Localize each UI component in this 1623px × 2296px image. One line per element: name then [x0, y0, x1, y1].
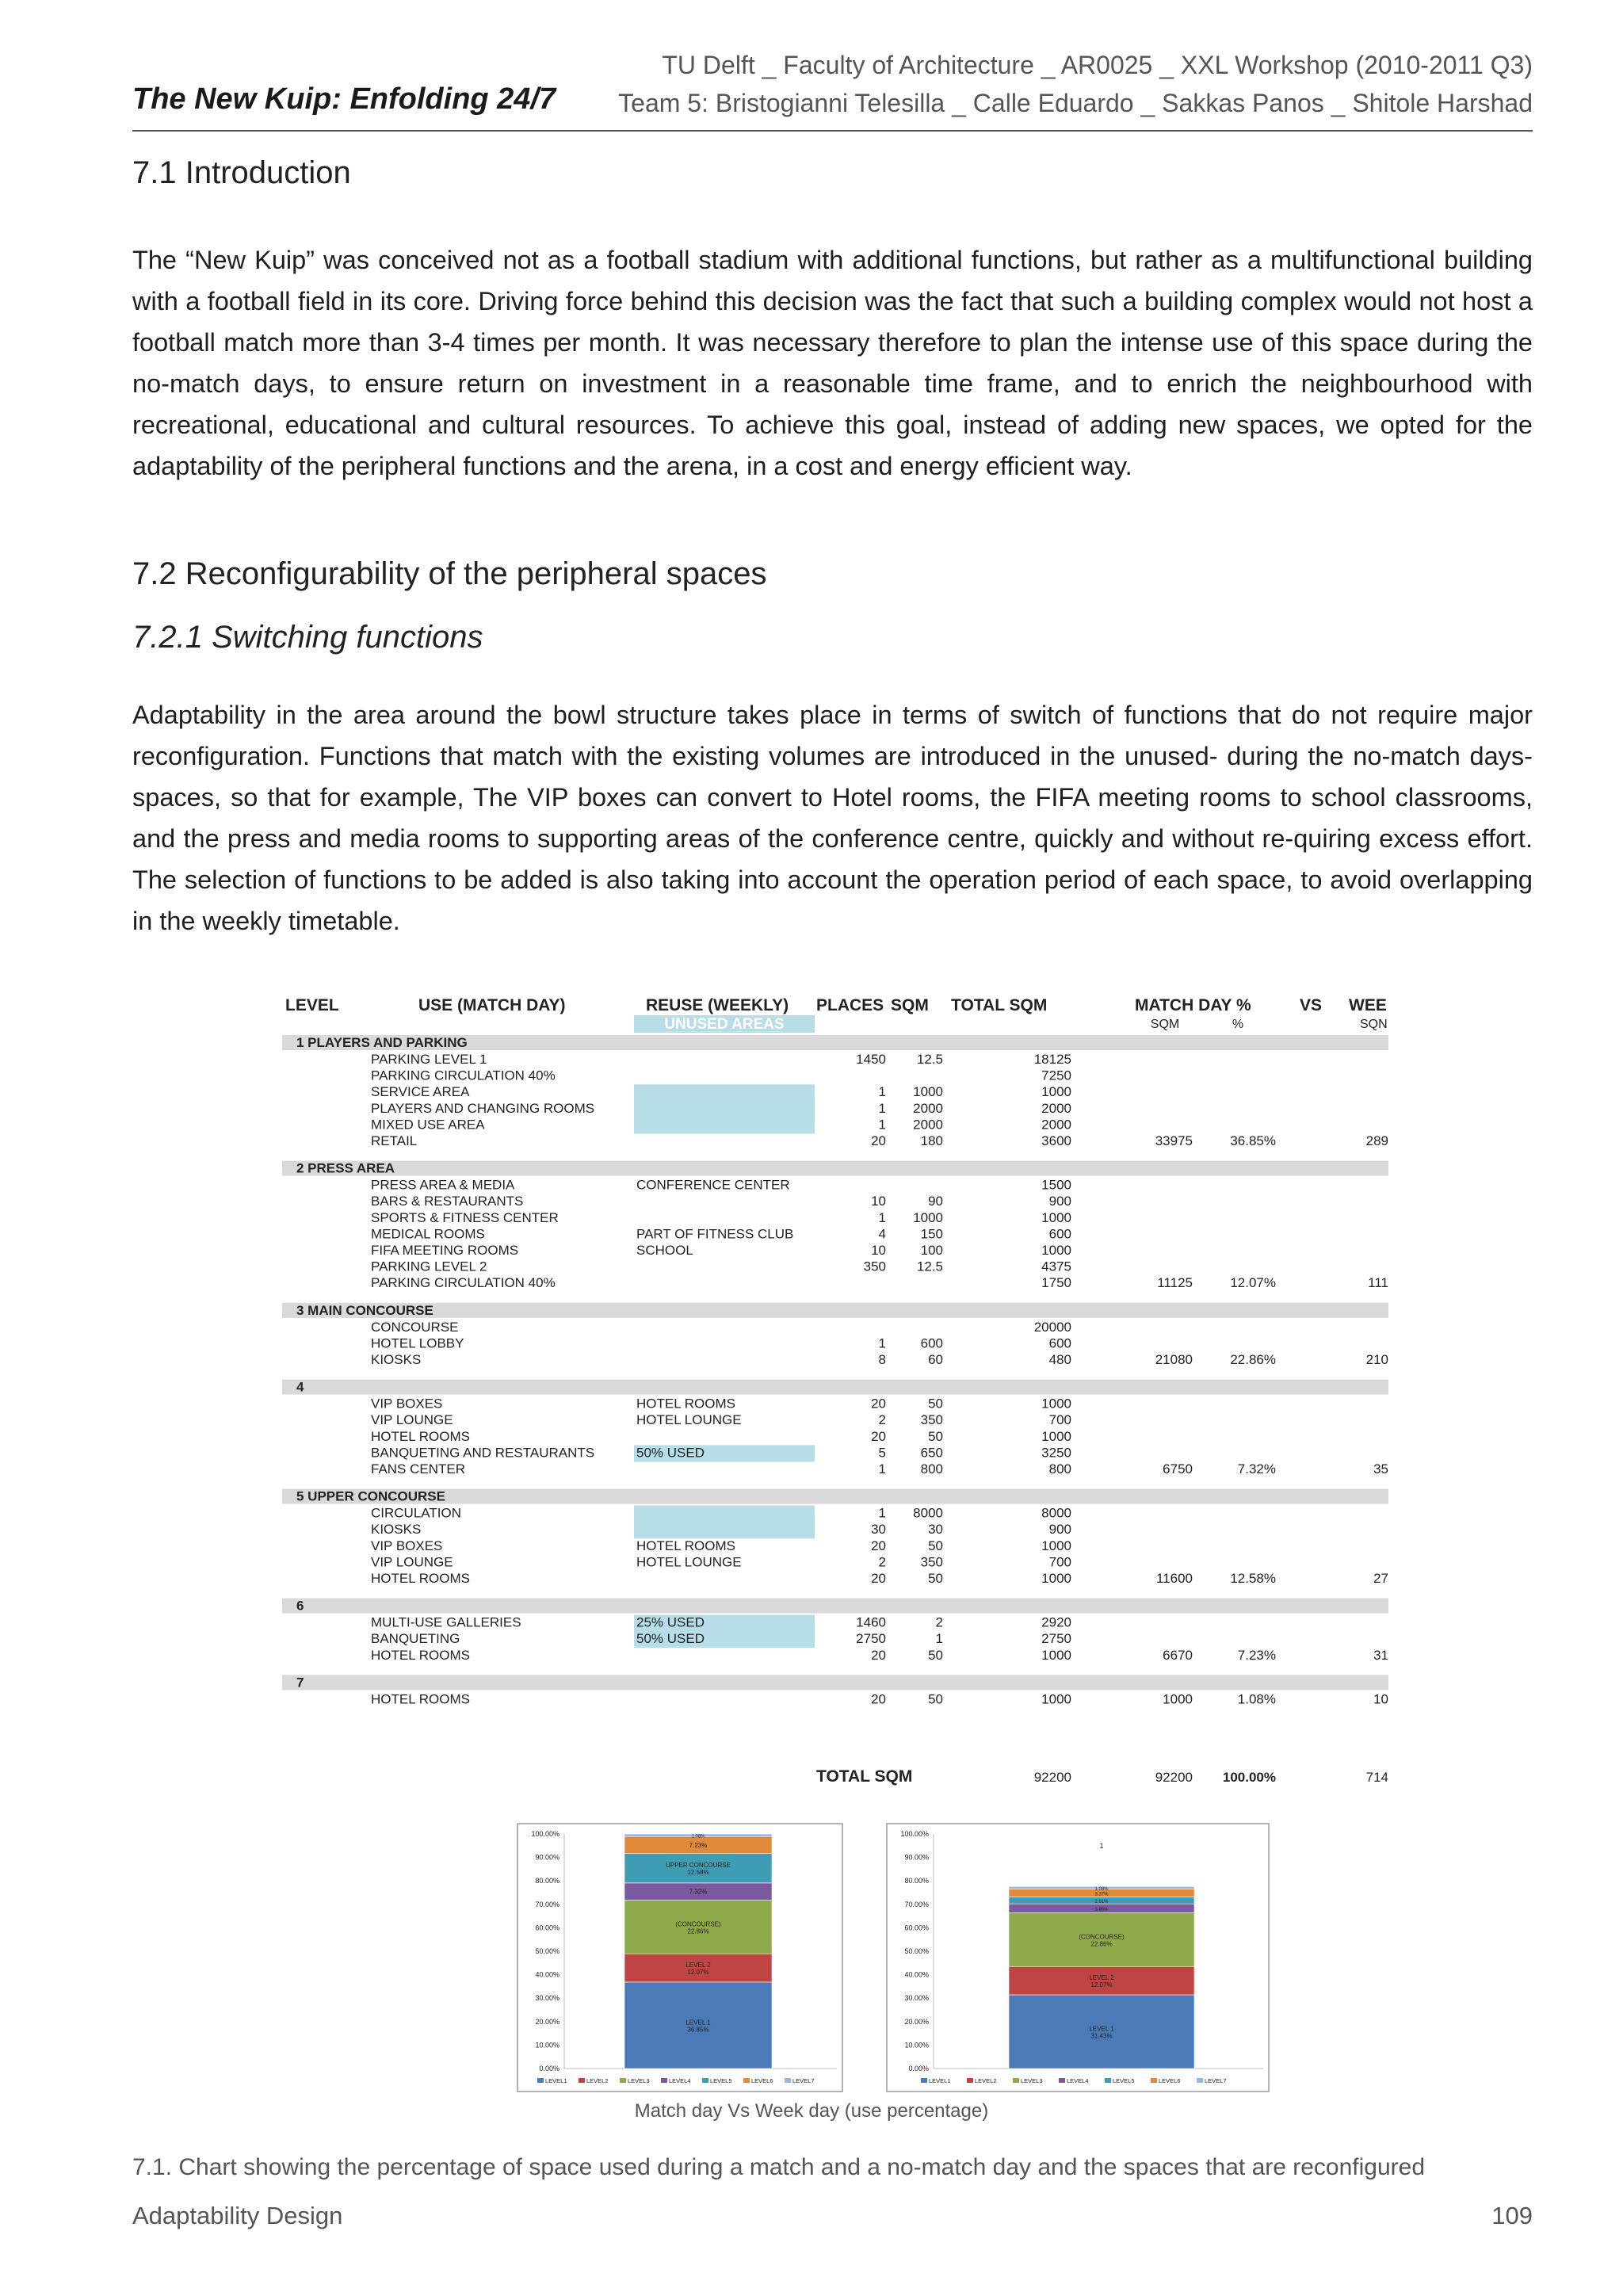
sub-header-pct: % — [1232, 1018, 1244, 1031]
cell-places: 2750 — [856, 1631, 886, 1647]
group-label: 5 UPPER CONCOURSE — [296, 1488, 445, 1504]
top-label: 1 — [1099, 1841, 1104, 1850]
y-tick-label: 60.00% — [535, 1924, 559, 1932]
bar-segment-value: 12.07% — [687, 1969, 709, 1977]
cell-total-sqm: 2750 — [1041, 1631, 1071, 1647]
col-header-week: WEE — [1349, 996, 1387, 1014]
cell-total-sqm: 1750 — [1041, 1275, 1071, 1291]
figure-caption: 7.1. Chart showing the percentage of space used during a match and a no-match day and the spaces that are reconfigured — [132, 2154, 1426, 2180]
cell-reuse: HOTEL ROOMS — [636, 1396, 735, 1412]
cell-use: VIP BOXES — [371, 1538, 443, 1553]
section-heading-7-2: 7.2 Reconfigurability of the peripheral spaces — [132, 556, 767, 591]
footer-section: Adaptability Design — [132, 2202, 343, 2229]
bar-segment-label: (CONCOURSE) — [1079, 1933, 1125, 1941]
legend-label: LEVEL4 — [669, 2077, 691, 2084]
legend-swatch — [743, 2078, 750, 2083]
bar-segment-label: UPPER CONCOURSE — [666, 1862, 731, 1870]
cell-places: 350 — [863, 1259, 886, 1274]
cell-total-sqm: 2000 — [1041, 1117, 1071, 1133]
cell-sqm: 2 — [935, 1614, 943, 1630]
legend-swatch — [1059, 2078, 1065, 2083]
y-tick-label: 100.00% — [900, 1830, 929, 1838]
cell-use: BARS & RESTAURANTS — [371, 1194, 524, 1209]
group-band — [282, 1599, 1388, 1614]
cell-use: PARKING LEVEL 2 — [371, 1259, 487, 1274]
cell-use: KIOSKS — [371, 1522, 422, 1538]
cell-sqm: 90 — [928, 1194, 943, 1209]
y-tick-label: 40.00% — [904, 1970, 929, 1979]
cell-reuse: CONFERENCE CENTER — [636, 1177, 790, 1193]
cell-places: 1 — [878, 1505, 886, 1521]
cell-places: 1 — [878, 1209, 886, 1225]
cell-use: VIP LOUNGE — [371, 1554, 453, 1570]
legend-swatch — [537, 2078, 544, 2083]
cell-use: PARKING CIRCULATION 40% — [371, 1275, 556, 1291]
cell-use: HOTEL ROOMS — [371, 1647, 470, 1663]
total-match-pct: 100.00% — [1222, 1770, 1276, 1785]
cell-reuse: PART OF FITNESS CLUB — [636, 1226, 794, 1242]
cell-use: PRESS AREA & MEDIA — [371, 1177, 515, 1193]
cell-match-sqm: 21080 — [1155, 1352, 1193, 1367]
legend-label: LEVEL5 — [1113, 2077, 1135, 2084]
cell-reuse: HOTEL LOUNGE — [636, 1554, 742, 1570]
cell-use: VIP BOXES — [371, 1396, 443, 1412]
cell-match-sqm: 11125 — [1157, 1275, 1193, 1291]
bar-segment-label: 1.08% — [691, 1834, 705, 1839]
document-title: The New Kuip: Enfolding 24/7 — [132, 82, 556, 116]
cell-places: 4 — [878, 1226, 886, 1242]
cell-match-sqm: 11600 — [1155, 1571, 1193, 1586]
col-header-reuse: REUSE (WEEKLY) — [646, 996, 789, 1014]
bar-segment-label: LEVEL 1 — [1089, 2025, 1114, 2033]
cell-week-sqm: 27 — [1373, 1571, 1388, 1586]
y-tick-label: 50.00% — [904, 1947, 929, 1955]
match-day-chart — [517, 1823, 843, 2092]
legend-label: LEVEL4 — [1067, 2077, 1089, 2084]
switching-functions-text: Adaptability in the area around the bowl structure takes place in terms of switch of functions that do not require major reconfiguration. Functions that match with the existing volumes are introduced in the unused- during the no-match days- spaces, so that for example, The VIP boxes can convert to Hotel rooms, the FIFA meeting rooms to school classrooms, and the press and media rooms to supporting areas of the conference centre, quickly and without re-quiring excess effort. The selection of functions to be added is also taking into account the operation period of each space, to avoid overlapping in the weekly timetable. — [132, 701, 1533, 935]
col-header-sqm: SQM — [891, 996, 929, 1014]
cell-total-sqm: 1000 — [1041, 1571, 1071, 1586]
cell-use: CONCOURSE — [371, 1319, 459, 1335]
legend-label: LEVEL6 — [1159, 2077, 1181, 2084]
cell-total-sqm: 2920 — [1041, 1614, 1071, 1630]
cell-match-pct: 22.86% — [1230, 1352, 1276, 1367]
cell-use: FANS CENTER — [371, 1461, 466, 1477]
y-tick-label: 0.00% — [908, 2065, 929, 2073]
bar-segment-label: 7.23% — [689, 1841, 708, 1849]
cell-total-sqm: 1000 — [1041, 1538, 1071, 1553]
cell-week-sqm: 31 — [1373, 1647, 1388, 1663]
cell-sqm: 150 — [920, 1226, 943, 1242]
cell-total-sqm: 3600 — [1041, 1133, 1071, 1148]
cell-total-sqm: 1000 — [1041, 1691, 1071, 1707]
subsection-heading-7-2-1: 7.2.1 Switching functions — [132, 620, 483, 655]
cell-match-pct: 12.07% — [1230, 1275, 1276, 1291]
cell-sqm: 650 — [920, 1445, 943, 1461]
unused-areas-label: UNUSED AREAS — [664, 1016, 785, 1033]
cell-sqm: 1000 — [913, 1209, 943, 1225]
col-header-vs: VS — [1300, 996, 1323, 1014]
cell-match-sqm: 6670 — [1163, 1647, 1193, 1663]
cell-total-sqm: 1000 — [1041, 1396, 1071, 1412]
legend-label: LEVEL6 — [751, 2077, 773, 2084]
cell-places: 1 — [878, 1461, 886, 1477]
group-label: 6 — [296, 1598, 304, 1614]
cell-use: PARKING CIRCULATION 40% — [371, 1068, 556, 1083]
bar-segment-label: 3.86% — [1094, 1907, 1109, 1912]
cell-use: MEDICAL ROOMS — [371, 1226, 485, 1242]
unused-area-highlight — [634, 1522, 815, 1538]
cell-total-sqm: 1000 — [1041, 1084, 1071, 1100]
col-header-match-day: MATCH DAY % — [1135, 996, 1251, 1014]
cell-sqm: 50 — [928, 1691, 943, 1707]
cell-use: VIP LOUNGE — [371, 1412, 453, 1428]
cell-places: 5 — [878, 1445, 886, 1461]
cell-use: RETAIL — [371, 1133, 418, 1148]
bar-segment-label: (CONCOURSE) — [675, 1920, 721, 1928]
legend-label: LEVEL3 — [628, 2077, 650, 2084]
y-tick-label: 100.00% — [531, 1830, 559, 1838]
bar-segment-value: 22.86% — [687, 1927, 709, 1935]
group-label: 7 — [296, 1675, 304, 1690]
legend-label: LEVEL7 — [792, 2077, 815, 2084]
cell-week-sqm: 35 — [1373, 1461, 1388, 1477]
bar-segment-label: LEVEL 2 — [685, 1962, 711, 1969]
cell-total-sqm: 2000 — [1041, 1100, 1071, 1116]
total-match-sqm: 92200 — [1155, 1770, 1193, 1785]
cell-places: 1460 — [856, 1614, 886, 1630]
y-tick-label: 40.00% — [535, 1970, 559, 1979]
col-header-total-sqm: TOTAL SQM — [951, 996, 1048, 1014]
cell-total-sqm: 8000 — [1041, 1505, 1071, 1521]
cell-use: HOTEL ROOMS — [371, 1428, 470, 1444]
cell-use: FIFA MEETING ROOMS — [371, 1243, 519, 1258]
cell-week-sqm: 111 — [1368, 1275, 1388, 1291]
cell-match-pct: 1.08% — [1237, 1691, 1276, 1707]
cell-use: HOTEL LOBBY — [371, 1335, 464, 1351]
y-tick-label: 30.00% — [535, 1994, 559, 2003]
legend-label: LEVEL1 — [929, 2077, 951, 2084]
total-week-sqm: 714 — [1365, 1770, 1388, 1785]
bar-segment-label: 3.37% — [1094, 1892, 1109, 1897]
cell-places: 20 — [871, 1647, 886, 1663]
cell-total-sqm: 700 — [1048, 1554, 1071, 1570]
cell-places: 1 — [878, 1117, 886, 1133]
cell-total-sqm: 600 — [1048, 1335, 1071, 1351]
cell-match-pct: 7.32% — [1237, 1461, 1276, 1477]
cell-total-sqm: 700 — [1048, 1412, 1071, 1428]
group-band — [282, 1489, 1388, 1504]
total-sqm-label: TOTAL SQM — [816, 1767, 913, 1786]
cell-total-sqm: 7250 — [1041, 1068, 1071, 1083]
y-tick-label: 80.00% — [535, 1877, 559, 1885]
section-heading-7-1: 7.1 Introduction — [132, 155, 351, 190]
legend-label: LEVEL3 — [1021, 2077, 1043, 2084]
cell-use: BANQUETING — [371, 1631, 460, 1647]
y-tick-label: 90.00% — [904, 1853, 929, 1862]
cell-total-sqm: 18125 — [1033, 1052, 1071, 1067]
cell-places: 2 — [878, 1554, 886, 1570]
cell-sqm: 60 — [928, 1352, 943, 1367]
cell-places: 10 — [871, 1194, 886, 1209]
cell-use: SPORTS & FITNESS CENTER — [371, 1209, 559, 1225]
bar-segment-label: 1.08% — [1094, 1886, 1109, 1892]
unused-area-highlight — [634, 1506, 815, 1522]
page-number: 109 — [1491, 2202, 1533, 2229]
cell-total-sqm: 4375 — [1041, 1259, 1071, 1274]
cell-match-sqm: 6750 — [1163, 1461, 1193, 1477]
legend-swatch — [1197, 2078, 1203, 2083]
cell-places: 1450 — [856, 1052, 886, 1067]
bar-segment-value: 31.43% — [1090, 2032, 1113, 2040]
cell-reuse: 25% USED — [636, 1614, 705, 1630]
sub-header-sqm: SQM — [1150, 1018, 1180, 1031]
cell-places: 1 — [878, 1100, 886, 1116]
cell-sqm: 350 — [920, 1554, 943, 1570]
legend-swatch — [1105, 2078, 1111, 2083]
unused-area-highlight — [634, 1084, 815, 1101]
cell-use: HOTEL ROOMS — [371, 1571, 470, 1586]
legend-label: LEVEL1 — [545, 2077, 567, 2084]
cell-sqm: 12.5 — [916, 1259, 943, 1274]
cell-total-sqm: 1000 — [1041, 1209, 1071, 1225]
week-day-chart — [886, 1823, 1270, 2092]
cell-places: 20 — [871, 1691, 886, 1707]
cell-use: CIRCULATION — [371, 1505, 461, 1521]
legend-label: LEVEL2 — [975, 2077, 997, 2084]
legend-swatch — [579, 2078, 585, 2083]
cell-places: 20 — [871, 1571, 886, 1586]
y-tick-label: 90.00% — [535, 1853, 559, 1862]
cell-total-sqm: 1500 — [1041, 1177, 1071, 1193]
cell-places: 1 — [878, 1335, 886, 1351]
cell-week-sqm: 289 — [1365, 1133, 1388, 1148]
cell-sqm: 1000 — [913, 1084, 943, 1100]
bar-segment-value: 22.86% — [1090, 1940, 1113, 1948]
intro-paragraph-text: The “New Kuip” was conceived not as a football stadium with additional functions, but rather as a multifunctional building with a football field in its core. Driving force behind this decision was the fact that such a building complex would not host a football match more than 3-4 times per month. It was necessary therefore to plan the intense use of this space during the no-match days, to ensure return on investment in a reasonable time frame, and to enrich the neighbourhood with recreational, educational and cultural resources. To achieve this goal, instead of adding new spaces, we opted for the adaptability of the peripheral functions and the arena, in a cost and energy efficient way. — [132, 246, 1533, 480]
cell-places: 1 — [878, 1084, 886, 1100]
cell-total-sqm: 1000 — [1041, 1243, 1071, 1258]
cell-sqm: 30 — [928, 1522, 943, 1538]
group-band — [282, 1161, 1388, 1176]
cell-match-pct: 12.58% — [1230, 1571, 1276, 1586]
cell-places: 30 — [871, 1522, 886, 1538]
cell-sqm: 50 — [928, 1538, 943, 1553]
cell-use: MULTI-USE GALLERIES — [371, 1614, 521, 1630]
sub-header-week-sqm: SQN — [1360, 1018, 1388, 1031]
cell-total-sqm: 600 — [1048, 1226, 1071, 1242]
cell-sqm: 2000 — [913, 1117, 943, 1133]
y-tick-label: 10.00% — [904, 2041, 929, 2050]
total-sqm-value: 92200 — [1033, 1770, 1071, 1785]
legend-swatch — [967, 2078, 973, 2083]
cell-match-sqm: 1000 — [1163, 1691, 1193, 1707]
cell-places: 20 — [871, 1133, 886, 1148]
cell-total-sqm: 900 — [1048, 1522, 1071, 1538]
cell-reuse: 50% USED — [636, 1631, 705, 1647]
bar-segment-value: 36.85% — [687, 2026, 709, 2034]
legend-label: LEVEL5 — [710, 2077, 732, 2084]
bar-segment-value: 12.07% — [1090, 1981, 1113, 1989]
cell-total-sqm: 480 — [1048, 1352, 1071, 1367]
cell-use: PARKING LEVEL 1 — [371, 1052, 487, 1067]
cell-use: BANQUETING AND RESTAURANTS — [371, 1445, 595, 1461]
y-tick-label: 50.00% — [535, 1947, 559, 1955]
cell-reuse: 50% USED — [636, 1445, 705, 1461]
col-header-level: LEVEL — [285, 996, 339, 1014]
cell-sqm: 8000 — [913, 1505, 943, 1521]
cell-places: 20 — [871, 1396, 886, 1412]
cell-use: PLAYERS AND CHANGING ROOMS — [371, 1100, 595, 1116]
unused-area-highlight — [634, 1101, 815, 1117]
cell-total-sqm: 1000 — [1041, 1428, 1071, 1444]
col-header-places: PLACES — [816, 996, 884, 1014]
unused-area-highlight — [634, 1117, 815, 1133]
group-label: 3 MAIN CONCOURSE — [296, 1302, 433, 1318]
cell-sqm: 50 — [928, 1396, 943, 1412]
y-tick-label: 70.00% — [535, 1900, 559, 1908]
cell-reuse: HOTEL LOUNGE — [636, 1412, 742, 1428]
cell-total-sqm: 20000 — [1033, 1319, 1071, 1335]
cell-sqm: 2000 — [913, 1100, 943, 1116]
cell-sqm: 50 — [928, 1428, 943, 1444]
cell-use: HOTEL ROOMS — [371, 1691, 470, 1707]
cell-total-sqm: 3250 — [1041, 1445, 1071, 1461]
group-label: 2 PRESS AREA — [296, 1160, 395, 1176]
group-band — [282, 1380, 1388, 1395]
cell-places: 10 — [871, 1243, 886, 1258]
group-band — [282, 1675, 1388, 1690]
cell-week-sqm: 210 — [1365, 1352, 1388, 1367]
cell-sqm: 50 — [928, 1647, 943, 1663]
bar-segment-label: 2.91% — [1094, 1899, 1109, 1904]
cell-use: SERVICE AREA — [371, 1084, 470, 1100]
cell-total-sqm: 1000 — [1041, 1647, 1071, 1663]
cell-match-pct: 36.85% — [1230, 1133, 1276, 1148]
cell-use: MIXED USE AREA — [371, 1117, 485, 1133]
col-header-use: USE (MATCH DAY) — [418, 996, 566, 1014]
legend-swatch — [661, 2078, 667, 2083]
legend-swatch — [921, 2078, 927, 2083]
group-band — [282, 1303, 1388, 1318]
bar-segment-label: LEVEL 1 — [685, 2019, 711, 2027]
y-tick-label: 60.00% — [904, 1924, 929, 1932]
cell-total-sqm: 900 — [1048, 1194, 1071, 1209]
group-label: 1 PLAYERS AND PARKING — [296, 1035, 468, 1050]
y-tick-label: 10.00% — [535, 2041, 559, 2050]
legend-swatch — [1151, 2078, 1157, 2083]
cell-reuse: HOTEL ROOMS — [636, 1538, 735, 1553]
cell-total-sqm: 800 — [1048, 1461, 1071, 1477]
cell-sqm: 50 — [928, 1571, 943, 1586]
cell-match-sqm: 33975 — [1155, 1133, 1193, 1148]
y-tick-label: 70.00% — [904, 1900, 929, 1908]
legend-label: LEVEL2 — [586, 2077, 609, 2084]
cell-sqm: 350 — [920, 1412, 943, 1428]
cell-use: KIOSKS — [371, 1352, 422, 1367]
cell-places: 8 — [878, 1352, 886, 1367]
legend-swatch — [702, 2078, 708, 2083]
bar-segment-label: LEVEL 2 — [1089, 1974, 1114, 1982]
cell-week-sqm: 10 — [1373, 1691, 1388, 1707]
legend-label: LEVEL7 — [1205, 2077, 1227, 2084]
cell-places: 2 — [878, 1412, 886, 1428]
y-tick-label: 30.00% — [904, 1994, 929, 2003]
cell-sqm: 180 — [920, 1133, 943, 1148]
cell-sqm: 100 — [920, 1243, 943, 1258]
cell-sqm: 12.5 — [916, 1052, 943, 1067]
group-label: 4 — [296, 1379, 304, 1395]
cell-sqm: 800 — [920, 1461, 943, 1477]
cell-reuse: SCHOOL — [636, 1243, 693, 1258]
team-info: Team 5: Bristogianni Telesilla _ Calle Eduardo _ Sakkas Panos _ Shitole Harshad — [618, 89, 1533, 117]
y-tick-label: 20.00% — [535, 2017, 559, 2026]
chart-caption: Match day Vs Week day (use percentage) — [634, 2100, 989, 2122]
legend-swatch — [1013, 2078, 1019, 2083]
y-tick-label: 20.00% — [904, 2017, 929, 2026]
legend-swatch — [785, 2078, 791, 2083]
y-tick-label: 0.00% — [539, 2065, 559, 2073]
bar-segment-label: 7.32% — [689, 1888, 708, 1896]
course-info: TU Delft _ Faculty of Architecture _ AR0025 _ XXL Workshop (2010-2011 Q3) — [662, 51, 1533, 79]
bar-segment-value: 12.58% — [687, 1869, 709, 1877]
cell-match-pct: 7.23% — [1237, 1647, 1276, 1663]
cell-places: 20 — [871, 1538, 886, 1553]
cell-sqm: 1 — [935, 1631, 943, 1647]
y-tick-label: 80.00% — [904, 1877, 929, 1885]
cell-sqm: 600 — [920, 1335, 943, 1351]
cell-places: 20 — [871, 1428, 886, 1444]
legend-swatch — [620, 2078, 626, 2083]
